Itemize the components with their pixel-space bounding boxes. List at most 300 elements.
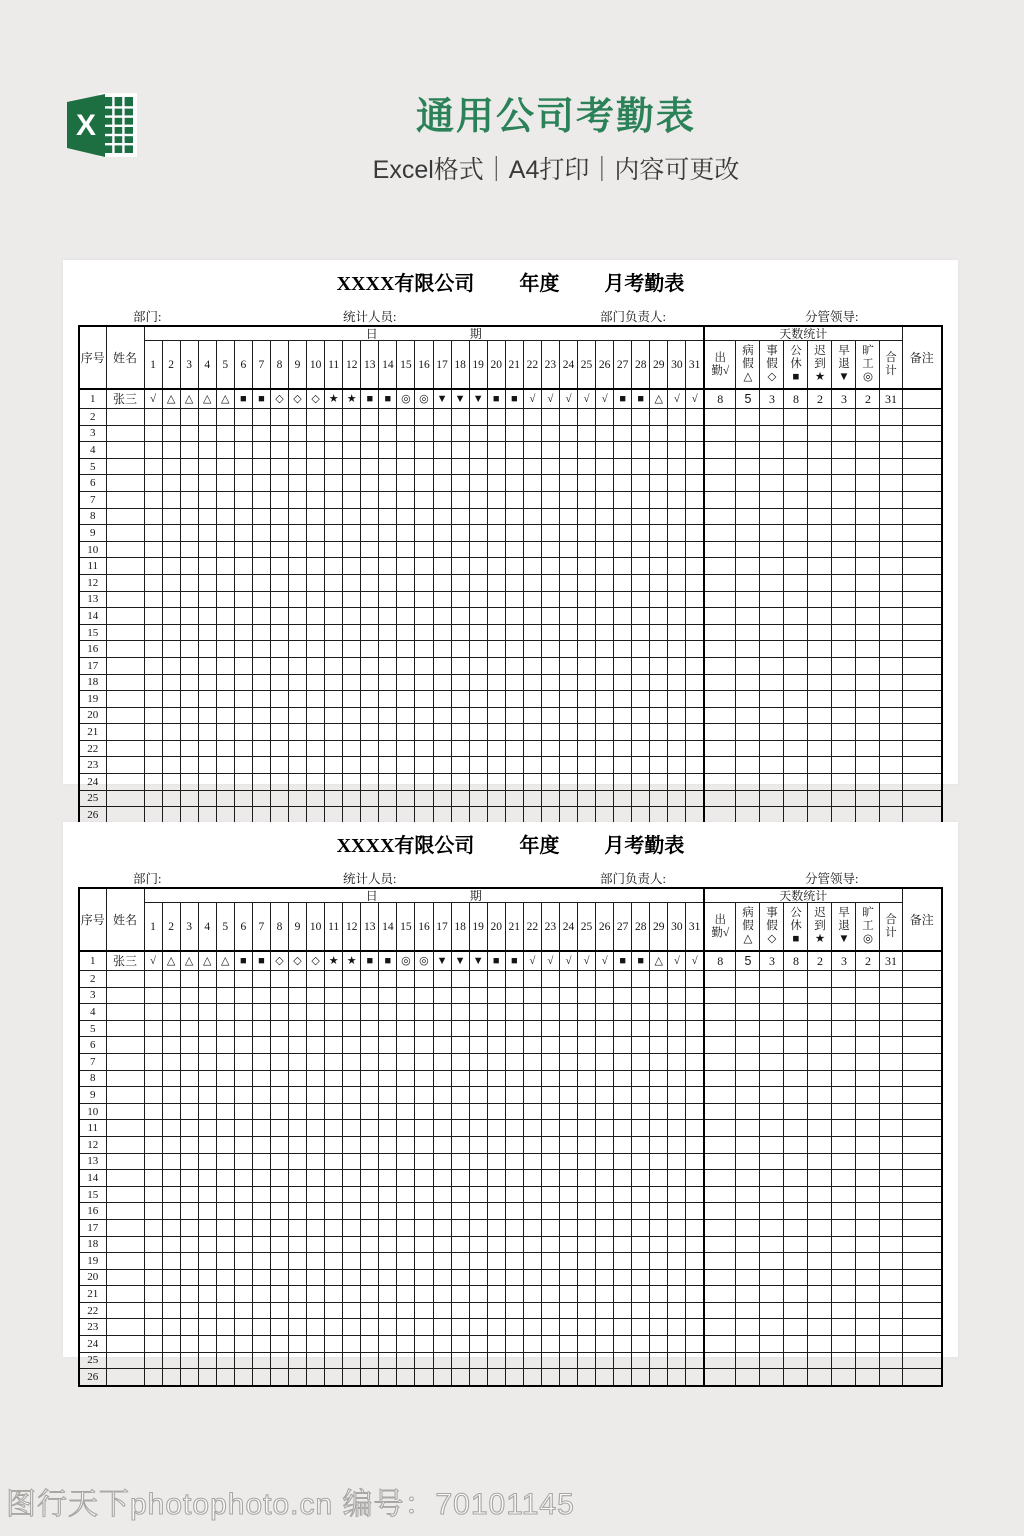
day-cell bbox=[469, 1369, 487, 1386]
stat-cell bbox=[704, 541, 736, 558]
day-cell bbox=[614, 1302, 632, 1319]
table-row bbox=[79, 724, 942, 741]
stat-cell bbox=[856, 774, 880, 791]
day-cell bbox=[343, 691, 361, 708]
day-cell bbox=[361, 987, 379, 1004]
day-cell bbox=[469, 591, 487, 608]
stat-cell bbox=[704, 757, 736, 774]
day-cell bbox=[325, 525, 343, 542]
stat-cell bbox=[832, 425, 856, 442]
day-cell bbox=[596, 1120, 614, 1137]
day-cell bbox=[650, 641, 668, 658]
day-cell bbox=[523, 409, 541, 426]
stat-cell bbox=[784, 409, 808, 426]
day-cell bbox=[216, 774, 234, 791]
day-cell bbox=[289, 1369, 307, 1386]
stat-cell bbox=[880, 1120, 902, 1137]
day-cell bbox=[343, 425, 361, 442]
day-cell bbox=[487, 541, 505, 558]
day-cell bbox=[252, 1170, 270, 1187]
day-cell bbox=[559, 1336, 577, 1353]
table-row bbox=[79, 1219, 942, 1236]
day-cell bbox=[469, 790, 487, 807]
stat-cell bbox=[760, 1103, 784, 1120]
day-col-header: 8 bbox=[270, 903, 288, 952]
stat-cell bbox=[832, 1253, 856, 1270]
day-cell bbox=[198, 574, 216, 591]
day-cell: √ bbox=[541, 389, 559, 409]
day-cell bbox=[451, 691, 469, 708]
day-cell bbox=[596, 525, 614, 542]
day-cell bbox=[162, 1236, 180, 1253]
day-cell bbox=[578, 1153, 596, 1170]
stat-col-header: 公 休 ■ bbox=[784, 341, 808, 390]
row-number-cell: 10 bbox=[79, 1103, 106, 1120]
day-cell bbox=[361, 1236, 379, 1253]
day-cell bbox=[198, 1369, 216, 1386]
day-cell bbox=[234, 591, 252, 608]
day-cell bbox=[234, 491, 252, 508]
day-cell bbox=[632, 1136, 650, 1153]
day-cell bbox=[270, 790, 288, 807]
day-cell bbox=[325, 1302, 343, 1319]
day-cell bbox=[361, 1070, 379, 1087]
day-cell bbox=[252, 757, 270, 774]
day-cell bbox=[234, 641, 252, 658]
day-cell bbox=[379, 1186, 397, 1203]
day-cell bbox=[650, 558, 668, 575]
day-cell bbox=[686, 1053, 704, 1070]
day-cell bbox=[162, 1336, 180, 1353]
day-cell bbox=[289, 1136, 307, 1153]
day-cell bbox=[216, 1120, 234, 1137]
day-cell bbox=[505, 574, 523, 591]
day-cell bbox=[289, 608, 307, 625]
day-cell bbox=[541, 790, 559, 807]
day-cell bbox=[415, 1219, 433, 1236]
day-cell bbox=[668, 1319, 686, 1336]
stat-col-header: 事 假 ◇ bbox=[760, 341, 784, 390]
day-cell bbox=[487, 657, 505, 674]
stat-cell bbox=[760, 790, 784, 807]
day-cell bbox=[415, 1352, 433, 1369]
day-cell bbox=[361, 1004, 379, 1021]
remark-cell bbox=[902, 1004, 942, 1021]
day-cell bbox=[487, 1269, 505, 1286]
day-cell bbox=[325, 425, 343, 442]
day-cell bbox=[144, 1170, 162, 1187]
stat-cell bbox=[704, 608, 736, 625]
day-cell bbox=[668, 591, 686, 608]
stat-cell bbox=[760, 987, 784, 1004]
day-cell bbox=[686, 1336, 704, 1353]
day-cell bbox=[397, 558, 415, 575]
stat-cell bbox=[736, 1103, 760, 1120]
stat-cell bbox=[808, 458, 832, 475]
day-cell bbox=[469, 987, 487, 1004]
day-cell bbox=[614, 1004, 632, 1021]
day-cell: △ bbox=[180, 951, 198, 971]
day-cell bbox=[578, 442, 596, 459]
day-cell bbox=[234, 674, 252, 691]
day-cell bbox=[252, 1037, 270, 1054]
stat-cell bbox=[880, 1352, 902, 1369]
stat-cell bbox=[784, 1153, 808, 1170]
day-cell bbox=[596, 624, 614, 641]
day-cell bbox=[144, 1302, 162, 1319]
day-cell bbox=[523, 1302, 541, 1319]
day-cell bbox=[686, 1120, 704, 1137]
day-cell bbox=[686, 674, 704, 691]
day-cell bbox=[559, 1352, 577, 1369]
stat-cell bbox=[704, 1087, 736, 1104]
day-cell bbox=[614, 1236, 632, 1253]
day-cell bbox=[343, 724, 361, 741]
day-cell bbox=[307, 971, 325, 988]
row-number-cell: 4 bbox=[79, 1004, 106, 1021]
day-cell bbox=[144, 1286, 162, 1303]
day-cell bbox=[415, 674, 433, 691]
stat-cell bbox=[760, 1352, 784, 1369]
name-cell bbox=[106, 1336, 144, 1353]
day-cell bbox=[325, 1153, 343, 1170]
day-cell bbox=[415, 1203, 433, 1220]
day-cell bbox=[505, 1219, 523, 1236]
day-cell bbox=[451, 707, 469, 724]
day-cell bbox=[632, 508, 650, 525]
day-cell bbox=[596, 1369, 614, 1386]
day-cell bbox=[234, 574, 252, 591]
stat-cell bbox=[856, 757, 880, 774]
day-cell bbox=[541, 1219, 559, 1236]
day-cell: ◇ bbox=[307, 389, 325, 409]
name-cell bbox=[106, 674, 144, 691]
day-cell bbox=[343, 1070, 361, 1087]
day-cell bbox=[397, 1037, 415, 1054]
day-cell bbox=[325, 1336, 343, 1353]
day-cell bbox=[559, 1170, 577, 1187]
stat-cell bbox=[808, 724, 832, 741]
stat-cell bbox=[704, 1236, 736, 1253]
day-cell bbox=[397, 774, 415, 791]
day-cell bbox=[614, 608, 632, 625]
day-cell bbox=[596, 475, 614, 492]
day-cell bbox=[614, 1087, 632, 1104]
day-cell bbox=[289, 624, 307, 641]
day-cell bbox=[469, 1253, 487, 1270]
day-cell bbox=[216, 1302, 234, 1319]
remark-cell bbox=[902, 1186, 942, 1203]
day-cell bbox=[668, 508, 686, 525]
stat-cell bbox=[784, 1352, 808, 1369]
table-row bbox=[79, 987, 942, 1004]
day-cell bbox=[433, 458, 451, 475]
day-cell bbox=[216, 1369, 234, 1386]
day-cell bbox=[144, 724, 162, 741]
day-cell bbox=[469, 1286, 487, 1303]
stat-cell bbox=[760, 409, 784, 426]
day-cell bbox=[433, 624, 451, 641]
day-cell bbox=[252, 1087, 270, 1104]
day-cell bbox=[451, 541, 469, 558]
day-cell bbox=[162, 491, 180, 508]
remark-cell bbox=[902, 1136, 942, 1153]
remark-cell bbox=[902, 691, 942, 708]
day-cell bbox=[216, 724, 234, 741]
day-cell bbox=[216, 475, 234, 492]
row-number-cell: 8 bbox=[79, 508, 106, 525]
stat-cell bbox=[704, 1352, 736, 1369]
day-col-header: 27 bbox=[614, 341, 632, 390]
day-cell bbox=[270, 1136, 288, 1153]
day-cell bbox=[541, 1103, 559, 1120]
name-cell bbox=[106, 1004, 144, 1021]
day-col-header: 20 bbox=[487, 903, 505, 952]
day-cell bbox=[397, 608, 415, 625]
day-cell bbox=[234, 790, 252, 807]
day-cell bbox=[469, 1302, 487, 1319]
day-cell bbox=[144, 409, 162, 426]
day-cell bbox=[614, 1352, 632, 1369]
day-cell bbox=[216, 674, 234, 691]
stat-cell bbox=[760, 1070, 784, 1087]
day-cell: ■ bbox=[252, 951, 270, 971]
day-cell bbox=[216, 558, 234, 575]
day-cell bbox=[144, 1087, 162, 1104]
day-cell bbox=[632, 409, 650, 426]
day-cell bbox=[361, 558, 379, 575]
day-cell bbox=[596, 1186, 614, 1203]
col-header-remark: 备注 bbox=[902, 888, 942, 951]
day-cell bbox=[632, 1253, 650, 1270]
day-col-header: 26 bbox=[596, 903, 614, 952]
day-cell bbox=[523, 442, 541, 459]
day-cell bbox=[289, 657, 307, 674]
table-row bbox=[79, 757, 942, 774]
day-cell bbox=[668, 1369, 686, 1386]
stat-cell bbox=[784, 1336, 808, 1353]
day-cell bbox=[451, 624, 469, 641]
stat-cell bbox=[832, 1236, 856, 1253]
row-number-cell: 11 bbox=[79, 1120, 106, 1137]
day-cell bbox=[415, 409, 433, 426]
day-cell bbox=[650, 740, 668, 757]
stat-cell bbox=[808, 1170, 832, 1187]
day-cell bbox=[632, 442, 650, 459]
day-cell bbox=[578, 624, 596, 641]
stat-cell bbox=[784, 1120, 808, 1137]
day-cell bbox=[578, 1120, 596, 1137]
stat-cell bbox=[832, 724, 856, 741]
day-cell bbox=[469, 774, 487, 791]
day-cell bbox=[632, 1302, 650, 1319]
stat-cell bbox=[784, 674, 808, 691]
day-cell bbox=[270, 442, 288, 459]
day-cell bbox=[234, 425, 252, 442]
stat-cell bbox=[808, 624, 832, 641]
stat-cell bbox=[760, 442, 784, 459]
stat-cell bbox=[856, 574, 880, 591]
day-cell bbox=[343, 541, 361, 558]
day-cell bbox=[234, 1253, 252, 1270]
day-cell bbox=[559, 1136, 577, 1153]
sheet-title bbox=[63, 260, 958, 296]
day-cell bbox=[415, 458, 433, 475]
stat-col-header: 旷 工 ◎ bbox=[856, 341, 880, 390]
name-cell bbox=[106, 409, 144, 426]
day-cell bbox=[361, 757, 379, 774]
day-cell bbox=[343, 458, 361, 475]
day-cell bbox=[216, 409, 234, 426]
day-cell bbox=[541, 774, 559, 791]
remark-cell bbox=[902, 475, 942, 492]
day-cell bbox=[307, 491, 325, 508]
stat-cell bbox=[760, 657, 784, 674]
day-cell bbox=[180, 608, 198, 625]
stat-cell bbox=[704, 1269, 736, 1286]
row-number-cell: 15 bbox=[79, 1186, 106, 1203]
day-cell bbox=[379, 1352, 397, 1369]
day-cell bbox=[325, 491, 343, 508]
day-cell bbox=[668, 1186, 686, 1203]
day-cell bbox=[469, 475, 487, 492]
day-cell bbox=[198, 591, 216, 608]
day-cell bbox=[668, 641, 686, 658]
day-cell bbox=[343, 1053, 361, 1070]
stat-cell bbox=[704, 525, 736, 542]
stat-cell bbox=[832, 1087, 856, 1104]
remark-cell bbox=[902, 971, 942, 988]
day-cell bbox=[198, 1352, 216, 1369]
day-cell bbox=[289, 790, 307, 807]
day-cell bbox=[433, 475, 451, 492]
day-cell bbox=[198, 1336, 216, 1353]
day-cell: √ bbox=[686, 951, 704, 971]
day-cell bbox=[289, 442, 307, 459]
day-cell bbox=[325, 774, 343, 791]
day-cell bbox=[559, 1286, 577, 1303]
day-cell bbox=[144, 1236, 162, 1253]
day-cell bbox=[234, 1352, 252, 1369]
table-row bbox=[79, 1236, 942, 1253]
name-cell bbox=[106, 1302, 144, 1319]
day-cell bbox=[198, 541, 216, 558]
day-col-header: 9 bbox=[289, 341, 307, 390]
day-cell bbox=[325, 740, 343, 757]
day-cell bbox=[487, 442, 505, 459]
day-col-header: 7 bbox=[252, 341, 270, 390]
day-cell: √ bbox=[144, 951, 162, 971]
day-cell bbox=[361, 1219, 379, 1236]
stat-cell bbox=[832, 608, 856, 625]
stat-cell bbox=[784, 1186, 808, 1203]
name-cell bbox=[106, 442, 144, 459]
day-cell bbox=[325, 707, 343, 724]
day-cell bbox=[289, 674, 307, 691]
stat-cell bbox=[856, 691, 880, 708]
day-cell bbox=[632, 1186, 650, 1203]
day-cell bbox=[578, 1319, 596, 1336]
day-cell bbox=[596, 508, 614, 525]
day-cell bbox=[307, 574, 325, 591]
name-cell bbox=[106, 1253, 144, 1270]
stat-cell bbox=[704, 1336, 736, 1353]
day-cell bbox=[343, 1219, 361, 1236]
day-cell bbox=[252, 1219, 270, 1236]
day-cell bbox=[487, 1170, 505, 1187]
day-col-header: 4 bbox=[198, 903, 216, 952]
day-col-header: 2 bbox=[162, 903, 180, 952]
day-cell bbox=[433, 987, 451, 1004]
day-cell bbox=[686, 757, 704, 774]
day-cell bbox=[343, 1136, 361, 1153]
name-cell bbox=[106, 1053, 144, 1070]
day-cell bbox=[379, 1004, 397, 1021]
day-cell bbox=[686, 1136, 704, 1153]
day-cell bbox=[415, 1336, 433, 1353]
day-cell bbox=[415, 425, 433, 442]
day-cell bbox=[559, 774, 577, 791]
day-cell bbox=[162, 1203, 180, 1220]
row-number-cell: 6 bbox=[79, 475, 106, 492]
day-cell bbox=[433, 740, 451, 757]
day-cell bbox=[198, 707, 216, 724]
stat-cell: 2 bbox=[856, 951, 880, 971]
day-cell bbox=[216, 608, 234, 625]
table-row bbox=[79, 657, 942, 674]
stat-cell bbox=[704, 1153, 736, 1170]
sheet-title-month: 月考勤表 bbox=[604, 273, 685, 295]
day-cell bbox=[578, 774, 596, 791]
stat-cell bbox=[704, 1286, 736, 1303]
day-cell bbox=[523, 574, 541, 591]
day-cell bbox=[505, 674, 523, 691]
day-cell bbox=[379, 1136, 397, 1153]
day-cell bbox=[307, 1219, 325, 1236]
day-col-header: 21 bbox=[505, 341, 523, 390]
day-cell bbox=[650, 1136, 668, 1153]
day-cell bbox=[451, 425, 469, 442]
stat-cell bbox=[736, 1004, 760, 1021]
row-number-cell: 20 bbox=[79, 1269, 106, 1286]
day-cell bbox=[198, 691, 216, 708]
stat-cell bbox=[880, 757, 902, 774]
day-cell bbox=[541, 1236, 559, 1253]
day-cell bbox=[596, 558, 614, 575]
stat-cell bbox=[736, 1336, 760, 1353]
day-cell bbox=[487, 674, 505, 691]
table-row bbox=[79, 1120, 942, 1137]
day-cell bbox=[415, 774, 433, 791]
day-cell bbox=[144, 1203, 162, 1220]
stat-cell bbox=[760, 1336, 784, 1353]
day-cell bbox=[541, 491, 559, 508]
day-cell bbox=[234, 774, 252, 791]
stat-cell bbox=[760, 1203, 784, 1220]
stat-cell bbox=[880, 624, 902, 641]
day-cell bbox=[361, 624, 379, 641]
stat-cell bbox=[880, 508, 902, 525]
day-col-header: 2 bbox=[162, 341, 180, 390]
day-cell bbox=[523, 724, 541, 741]
day-cell bbox=[469, 1004, 487, 1021]
stat-cell bbox=[832, 1269, 856, 1286]
day-cell bbox=[343, 774, 361, 791]
day-cell bbox=[180, 1253, 198, 1270]
day-cell bbox=[397, 458, 415, 475]
day-cell bbox=[343, 1103, 361, 1120]
day-cell bbox=[650, 1004, 668, 1021]
